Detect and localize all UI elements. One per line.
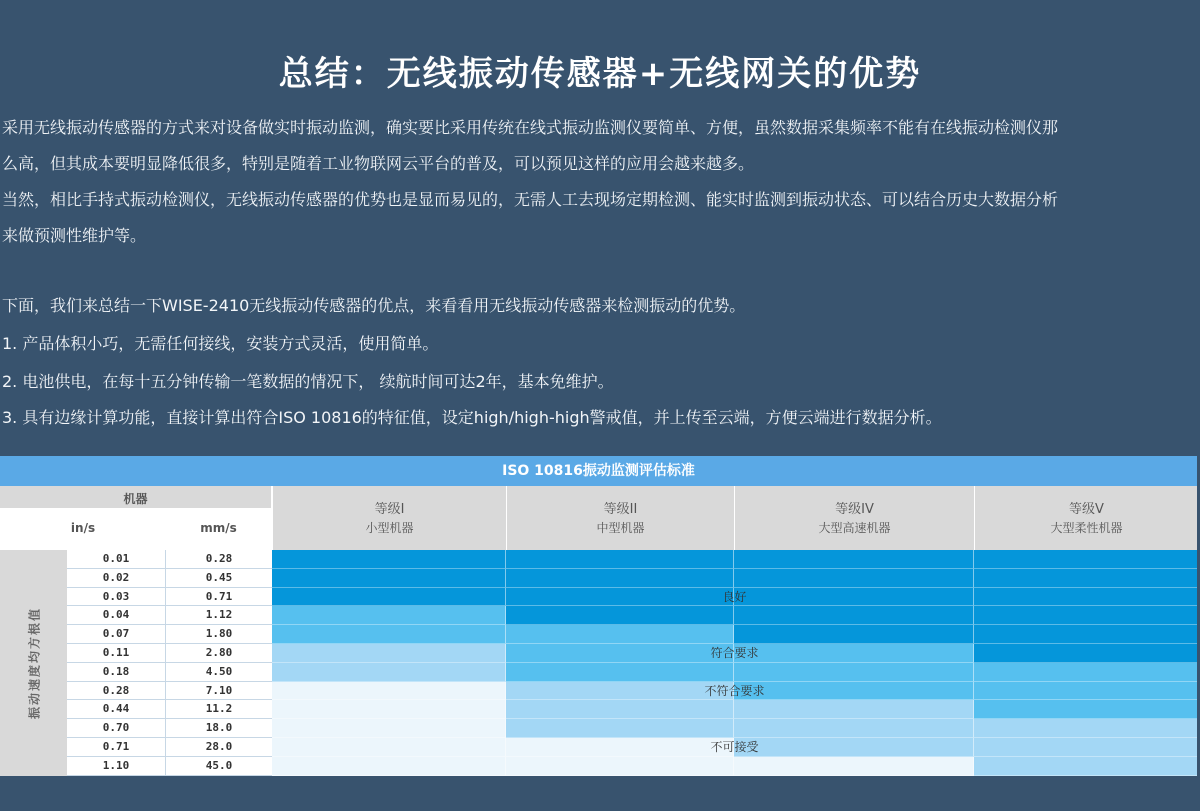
- class-ii-header: 等级II 中型机器: [506, 486, 734, 550]
- table-cell-in: 0.11: [67, 644, 166, 663]
- zone-cell-bad: [734, 700, 974, 719]
- zone-cell-good: [734, 606, 974, 625]
- table-cell-mm: 4.50: [166, 663, 272, 682]
- class-iv-header: 等级IV 大型高速机器: [734, 486, 974, 550]
- zone-cell-ok: [734, 663, 974, 682]
- table-cell-in: 0.04: [67, 606, 166, 625]
- paragraph-line: 下面，我们来总结一下WISE-2410无线振动传感器的优点，来看看用无线振动传感器来检测振动的优势。: [2, 296, 746, 315]
- zone-cell-good: [974, 606, 1197, 625]
- zone-cell-good: [974, 550, 1197, 569]
- zone-cell-good: [272, 569, 506, 588]
- zone-cell-ok: [272, 625, 506, 644]
- table-cell-mm: 2.80: [166, 644, 272, 663]
- table-cell-in: 1.10: [67, 757, 166, 776]
- table-cell-in: 0.70: [67, 719, 166, 738]
- zone-cell-bad: [272, 663, 506, 682]
- zone-cell-good: [734, 550, 974, 569]
- zone-cell-unacceptable: [506, 757, 734, 776]
- zone-cell-good: [506, 569, 734, 588]
- table-cell-mm: 45.0: [166, 757, 272, 776]
- paragraph-line: 采用无线振动传感器的方式来对设备做实时振动监测，确实要比采用传统在线式振动监测仪要简单、方便，虽然数据采集频率不能有在线振动检测仪那: [2, 118, 1059, 137]
- zone-cell-unacceptable: [272, 757, 506, 776]
- zone-cell-good: [272, 550, 506, 569]
- zone-cell-good: [734, 625, 974, 644]
- zone-cell-ok: [506, 663, 734, 682]
- class-i-header: 等级I 小型机器: [272, 486, 506, 550]
- zone-cell-unacceptable: [272, 719, 506, 738]
- paragraph-line: 当然，相比手持式振动检测仪，无线振动传感器的优势也是显而易见的，无需人工去现场定期检测、能实时监测到振动状态、可以结合历史大数据分析: [2, 190, 1059, 209]
- paragraph-line: 么高，但其成本要明显降低很多，特别是随着工业物联网云平台的普及，可以预见这样的应用会越来越多。: [2, 154, 755, 173]
- table-cell-mm: 11.2: [166, 700, 272, 719]
- zone-cell-ok: [506, 625, 734, 644]
- table-cell-in: 0.18: [67, 663, 166, 682]
- table-cell-mm: 28.0: [166, 738, 272, 757]
- zone-cell-ok: [974, 663, 1197, 682]
- machine-header: 机器: [0, 486, 271, 508]
- table-cell-in: 0.44: [67, 700, 166, 719]
- table-cell-mm: 1.80: [166, 625, 272, 644]
- unit-mm-header: mm/s: [166, 508, 271, 550]
- table-cell-mm: 0.45: [166, 569, 272, 588]
- table-cell-mm: 0.28: [166, 550, 272, 569]
- table-cell-mm: 0.71: [166, 588, 272, 607]
- zone-cell-ok: [974, 700, 1197, 719]
- zone-cell-unacceptable: [272, 700, 506, 719]
- zone-label-good: 良好: [722, 590, 747, 604]
- unit-in-header: in/s: [0, 508, 167, 550]
- zone-label-unacceptable: 不可接受: [710, 740, 759, 754]
- table-cell-mm: 18.0: [166, 719, 272, 738]
- iso10816-table: [0, 456, 1197, 776]
- table-cell-in: 0.02: [67, 569, 166, 588]
- page-title: 总结：无线振动传感器+无线网关的优势: [278, 54, 922, 94]
- list-item: 2. 电池供电，在每十五分钟传输一笔数据的情况下， 续航时间可达2年，基本免维护。: [2, 372, 614, 391]
- paragraph-line: 来做预测性维护等。: [2, 226, 147, 245]
- table-cell-mm: 7.10: [166, 682, 272, 701]
- list-item: 1. 产品体积小巧，无需任何接线，安装方式灵活，使用简单。: [2, 334, 439, 353]
- zone-label-ok: 符合要求: [710, 646, 759, 660]
- table-cell-in: 0.71: [67, 738, 166, 757]
- class-v-header: 等级V 大型柔性机器: [974, 486, 1197, 550]
- zone-label-bad: 不符合要求: [704, 684, 765, 698]
- zone-cell-good: [974, 569, 1197, 588]
- zone-cell-bad: [974, 757, 1197, 776]
- zone-cell-bad: [974, 719, 1197, 738]
- zone-cell-bad: [506, 700, 734, 719]
- zone-cell-good: [506, 550, 734, 569]
- velocity-rms-label: 振动速度均方根值: [0, 550, 68, 776]
- table-title: ISO 10816振动监测评估标准: [0, 456, 1197, 486]
- zone-cell-bad: [506, 719, 734, 738]
- table-cell-in: 0.01: [67, 550, 166, 569]
- table-cell-in: 0.07: [67, 625, 166, 644]
- list-item: 3. 具有边缘计算功能，直接计算出符合ISO 10816的特征值，设定high/high-high警戒值，并上传至云端，方便云端进行数据分析。: [2, 408, 942, 427]
- zone-cell-ok: [272, 606, 506, 625]
- table-cell-in: 0.28: [67, 682, 166, 701]
- zone-cell-good: [506, 606, 734, 625]
- table-cell-mm: 1.12: [166, 606, 272, 625]
- zone-cell-good: [974, 625, 1197, 644]
- zone-cell-good: [734, 569, 974, 588]
- zone-cell-unacceptable: [734, 757, 974, 776]
- zone-cell-bad: [734, 719, 974, 738]
- table-cell-in: 0.03: [67, 588, 166, 607]
